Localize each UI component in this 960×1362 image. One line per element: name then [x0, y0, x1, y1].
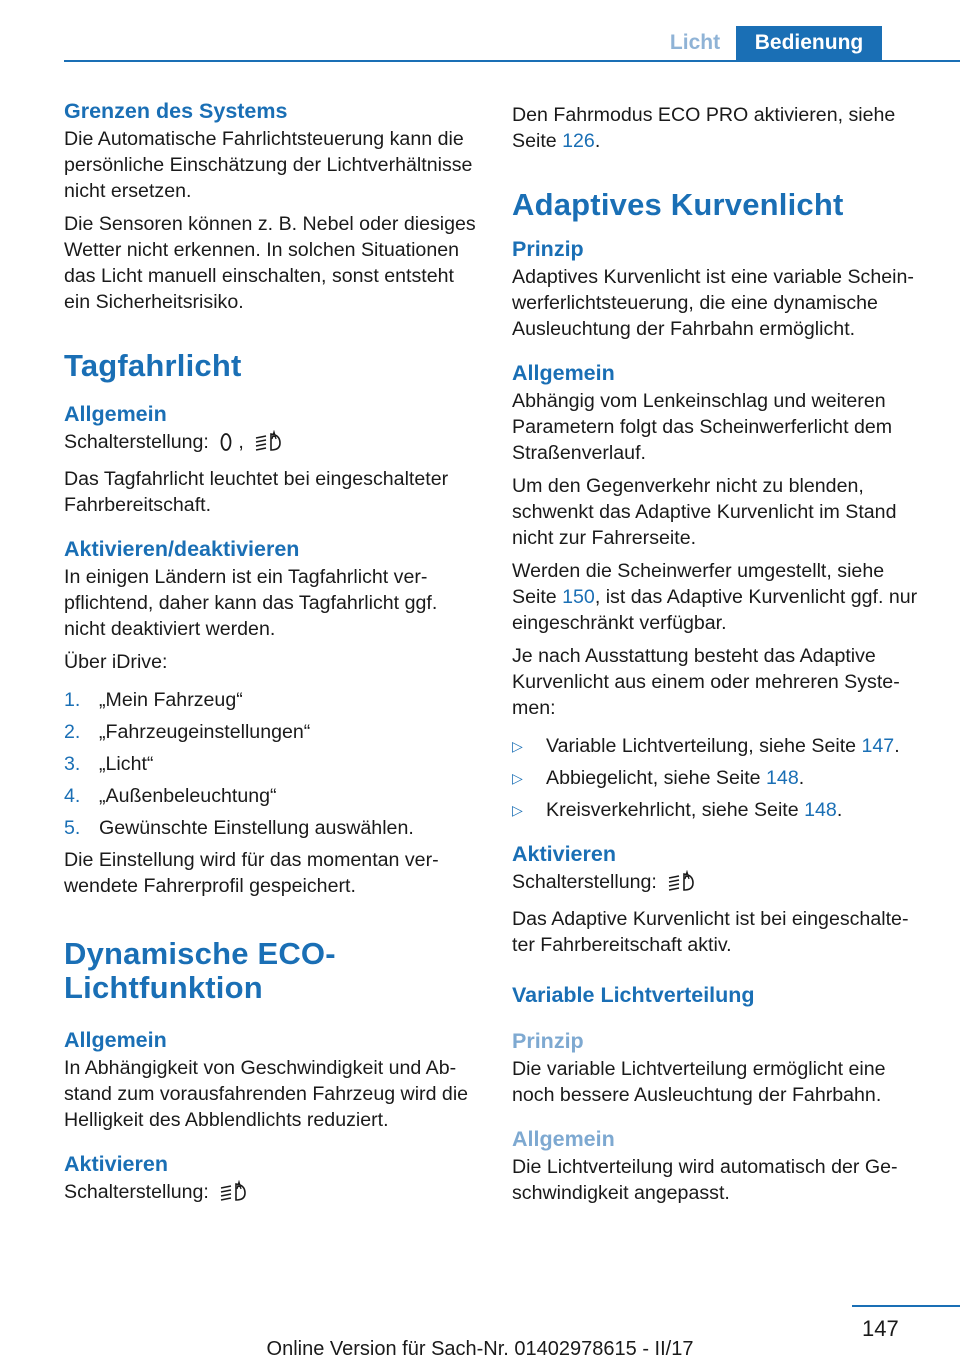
step-text: „Mein Fahrzeug“: [99, 689, 243, 711]
aktivieren2-text: Das Adaptive Kurvenlicht ist bei eingeschalteter Fahrbereitschaft aktiv.: [512, 908, 909, 956]
tab-licht[interactable]: Licht: [669, 31, 721, 54]
prinzip-heading-2: Prinzip: [512, 1029, 584, 1053]
tagfahrlicht-text: Das Tagfahrlicht leuchtet bei eingeschalteter Fahrbereitschaft.: [64, 468, 449, 516]
bullet-content: [546, 733, 900, 759]
prinzip-heading-1: Prinzip: [512, 237, 584, 261]
auto-headlight-icon: [218, 1180, 248, 1209]
allgemein3-paragraph-4: Je nach Ausstattung besteht das Adaptive Kurvenlicht aus einem oder mehreren Systemen:: [512, 645, 900, 719]
auto-headlight-icon: [253, 430, 283, 459]
eco-pro-text: [512, 102, 924, 154]
aktivieren-deaktivieren-heading: Aktivieren/deaktivieren: [64, 537, 300, 561]
allgemein4-text: Die Lichtverteilung wird automatisch der Geschwindigkeit angepasst.: [512, 1156, 898, 1204]
prinzip-text-1: Adaptives Kurvenlicht ist eine variable Scheinwerferlichtsteuerung, die eine dynamische Ausleuchtung der Fahrbahn ermöglicht.: [512, 266, 914, 340]
header-rule: [64, 60, 960, 62]
systems-list: [512, 733, 924, 823]
allgemein3-paragraph-2: Um den Gegenverkehr nicht zu blenden, schwenkt das Adaptive Kurvenlicht im Stand nicht zur Fahrerseite.: [512, 475, 897, 549]
step-number: 5.: [64, 817, 81, 839]
eco-text: In Abhängigkeit von Geschwindigkeit und Abstand zum vorausfahrenden Fahrzeug wird die Helligkeit des Abblendlichts reduziert.: [64, 1057, 469, 1131]
page-link[interactable]: 148: [804, 799, 837, 821]
bullet-text: Abbiegelicht, siehe Seite: [546, 767, 767, 789]
tab-bedienung[interactable]: Bedienung: [736, 26, 882, 60]
kurvenlicht-title: Adaptives Kurvenlicht: [512, 187, 844, 222]
step-text: „Fahrzeugeinstellungen“: [99, 721, 311, 743]
grenzen-paragraph-2: Die Sensoren können z. B. Nebel oder diesiges Wetter nicht erkennen. In solchen Situationen das Licht manuell einschalten, sonst entsteht ein Sicherheitsrisiko.: [64, 213, 476, 313]
list-item: [64, 687, 479, 713]
allgemein3-p3-b: , ist das Adaptive Kurvenlicht ggf. nur eingeschränkt verfügbar.: [512, 586, 918, 634]
page-header: [0, 0, 960, 62]
eco-title: Dynamische ECO-Lichtfunktion: [64, 936, 336, 1005]
eco-pro-text-a: Den Fahrmodus ECO PRO aktivieren, siehe Seite: [512, 104, 896, 152]
switch-separator: ,: [238, 431, 244, 453]
page-number: 147: [862, 1316, 899, 1341]
list-item: [512, 733, 924, 759]
list-item: [64, 815, 479, 841]
page-link-126[interactable]: 126: [562, 130, 595, 152]
eco-pro-text-b: .: [594, 130, 601, 152]
step-text: Gewünschte Einstellung auswählen.: [99, 817, 414, 839]
bullet-content: [546, 797, 842, 823]
switch-0-icon: [218, 432, 234, 459]
aktivieren-heading-2: Aktivieren: [512, 842, 616, 866]
list-item: [64, 751, 479, 777]
bullet-content: [546, 765, 804, 791]
tagfahrlicht-title: Tagfahrlicht: [64, 348, 242, 383]
bullet-text: Kreisverkehrlicht, siehe Seite: [546, 799, 805, 821]
switch-position-line-1: [64, 429, 479, 459]
switch-position-line-3: [512, 869, 924, 899]
online-version-text: Online Version für Sach-Nr. 01402978615 - II/17: [266, 1338, 694, 1360]
bullet-end: .: [836, 799, 843, 821]
allgemein-heading-4: Allgemein: [512, 1127, 615, 1151]
list-item: [512, 797, 924, 823]
allgemein3-paragraph-3: [512, 558, 924, 636]
step-number: 1.: [64, 689, 81, 711]
aktdeakt-paragraph: In einigen Ländern ist ein Tagfahrlicht verpflichtend, daher kann das Tagfahrlicht ggf. nicht deaktiviert werden.: [64, 566, 438, 640]
switch-position-label-1: Schalterstellung:: [64, 431, 209, 453]
allgemein-heading-2: Allgemein: [64, 1028, 167, 1052]
step-text: „Außenbeleuchtung“: [99, 785, 277, 807]
grenzen-paragraph-1: Die Automatische Fahrlichtsteuerung kann die persönliche Einschätzung der Lichtverhältnisse nicht ersetzen.: [64, 128, 473, 202]
list-item: [64, 719, 479, 745]
switch-position-label-3: Schalterstellung:: [512, 871, 657, 893]
grenzen-heading: Grenzen des Systems: [64, 99, 288, 123]
allgemein3-paragraph-1: Abhängig vom Lenkeinschlag und weiteren Parametern folgt das Scheinwerferlicht dem Straßenverlauf.: [512, 390, 893, 464]
step-number: 4.: [64, 785, 81, 807]
step-number: 2.: [64, 721, 81, 743]
bullet-end: .: [894, 735, 900, 757]
switch-position-line-2: [64, 1179, 479, 1209]
triangle-bullet-icon: ▷: [512, 770, 523, 786]
variable-lichtverteilung-heading: Variable Lichtverteilung: [512, 983, 755, 1007]
left-column: [64, 96, 479, 1216]
page-link-150[interactable]: 150: [562, 586, 595, 608]
page-link[interactable]: 147: [861, 735, 895, 757]
idrive-steps: [64, 687, 479, 841]
bullet-text: Variable Lichtverteilung, siehe Seite: [546, 735, 862, 757]
allgemein-heading-1: Allgemein: [64, 402, 167, 426]
triangle-bullet-icon: ▷: [512, 738, 523, 754]
step-number: 3.: [64, 753, 81, 775]
aktivieren-heading-1: Aktivieren: [64, 1152, 168, 1176]
page-link[interactable]: 148: [766, 767, 799, 789]
allgemein-heading-3: Allgemein: [512, 361, 615, 385]
einstellung-text: Die Einstellung wird für das momentan verwendete Fahrerprofil gespeichert.: [64, 849, 439, 897]
list-item: [512, 765, 924, 791]
prinzip-text-2: Die variable Lichtverteilung ermöglicht eine noch bessere Ausleuchtung der Fahrbahn.: [512, 1058, 886, 1106]
bullet-end: .: [798, 767, 805, 789]
switch-position-label-2: Schalterstellung:: [64, 1181, 209, 1203]
ueber-idrive: Über iDrive:: [64, 651, 168, 673]
auto-headlight-icon: [666, 870, 696, 899]
allgemein3-p3-a: Werden die Scheinwerfer umgestellt, siehe Seite: [512, 560, 885, 608]
step-text: „Licht“: [99, 753, 154, 775]
list-item: [64, 783, 479, 809]
right-column: [512, 96, 924, 1213]
triangle-bullet-icon: ▷: [512, 802, 523, 818]
footer-rule: [852, 1305, 960, 1307]
